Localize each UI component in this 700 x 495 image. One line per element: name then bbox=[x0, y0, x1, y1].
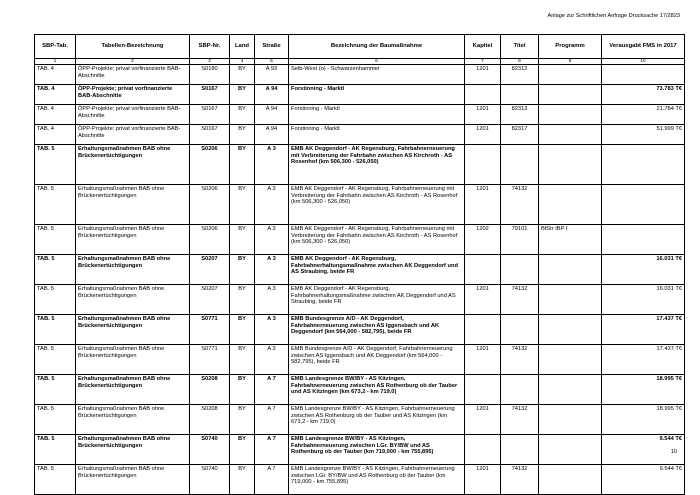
programm-cell bbox=[539, 185, 602, 225]
table-name-cell: Erhaltungsmaßnahmen BAB ohne Brückenertüchtigungen bbox=[76, 375, 190, 405]
table-row bbox=[35, 85, 685, 105]
column-number: 4 bbox=[230, 59, 255, 65]
titel-cell: 79101 bbox=[501, 225, 539, 255]
land-cell: BY bbox=[230, 285, 255, 315]
strasse-cell: A 3 bbox=[255, 185, 289, 225]
programm-cell bbox=[539, 85, 602, 105]
land-cell: BY bbox=[230, 85, 255, 105]
land-cell: BY bbox=[230, 465, 255, 495]
titel-cell: 82317 bbox=[501, 125, 539, 145]
table-name-cell: Erhaltungsmaßnahmen BAB ohne Brückenertüchtigungen bbox=[76, 315, 190, 345]
strasse-cell: A 3 bbox=[255, 145, 289, 185]
column-header: SBP-Nr. bbox=[190, 35, 230, 59]
column-header: Programm bbox=[539, 35, 602, 59]
land-cell: BY bbox=[230, 125, 255, 145]
document-header-note: Anlage zur Schriftlichen Anfrage Drucksache 17/2823 bbox=[547, 13, 680, 19]
column-number: 10 bbox=[602, 59, 685, 65]
measure-cell: EMB Bundesgrenze A/D - AK Deggendorf, Fahrbahnerneuerung zwischen AS Iggensbach und AK Deggendorf (km 564,000 - 582,795), beide FR bbox=[289, 315, 465, 345]
strasse-cell: A 7 bbox=[255, 375, 289, 405]
sbp-tab-cell: TAB. 4 bbox=[35, 125, 76, 145]
table-row bbox=[35, 185, 685, 225]
measure-cell: EMB Landesgrenze BW/BY - AS Kitzingen, Fahrbahnerneuerung zwischen AS Rothenburg ob der Tauber und AS Kitzingen (km 673,2 - km 719,0) bbox=[289, 405, 465, 435]
column-header: Tabellen-Bezeichnung bbox=[76, 35, 190, 59]
amount-cell: 17.437 T€ bbox=[602, 315, 685, 345]
amount-cell: 21.784 T€ bbox=[602, 105, 685, 125]
amount-cell: 18.995 T€ bbox=[602, 405, 685, 435]
titel-cell bbox=[501, 435, 539, 465]
kapitel-cell bbox=[465, 315, 501, 345]
sbp-nr-cell: S0207 bbox=[190, 255, 230, 285]
table-row bbox=[35, 145, 685, 185]
sbp-tab-cell: TAB. 5 bbox=[35, 435, 76, 465]
strasse-cell: A 3 bbox=[255, 315, 289, 345]
titel-cell bbox=[501, 255, 539, 285]
kapitel-cell: 1201 bbox=[465, 125, 501, 145]
column-header: Bezeichnung der Baumaßnahme bbox=[289, 35, 465, 59]
table-row bbox=[35, 465, 685, 495]
table-name-cell: ÖPP-Projekte; privat vorfinanzierte BAB-Abschnitte bbox=[76, 65, 190, 85]
sbp-nr-cell: S0208 bbox=[190, 405, 230, 435]
amount-cell bbox=[602, 185, 685, 225]
column-number: 9 bbox=[539, 59, 602, 65]
sbp-tab-cell: TAB. 5 bbox=[35, 285, 76, 315]
table-row bbox=[35, 285, 685, 315]
table-row bbox=[35, 345, 685, 375]
programm-cell bbox=[539, 405, 602, 435]
strasse-cell: A 3 bbox=[255, 225, 289, 255]
amount-cell: 73.783 T€ bbox=[602, 85, 685, 105]
kapitel-cell bbox=[465, 375, 501, 405]
sbp-tab-cell: TAB. 4 bbox=[35, 65, 76, 85]
programm-cell bbox=[539, 255, 602, 285]
table-row bbox=[35, 405, 685, 435]
titel-cell bbox=[501, 315, 539, 345]
sbp-nr-cell: S0208 bbox=[190, 375, 230, 405]
land-cell: BY bbox=[230, 185, 255, 225]
amount-cell: 9.544 T€ bbox=[602, 465, 685, 495]
column-header: Titel bbox=[501, 35, 539, 59]
programm-cell bbox=[539, 145, 602, 185]
column-header: SBP-Tab. bbox=[35, 35, 76, 59]
column-number: 8 bbox=[501, 59, 539, 65]
kapitel-cell bbox=[465, 435, 501, 465]
programm-cell bbox=[539, 125, 602, 145]
sbp-nr-cell: S0206 bbox=[190, 185, 230, 225]
column-header: Verausgabt FMS in 2017 bbox=[602, 35, 685, 59]
programm-cell bbox=[539, 285, 602, 315]
table-row bbox=[35, 375, 685, 405]
sbp-nr-cell: S0206 bbox=[190, 225, 230, 255]
strasse-cell: A 3 bbox=[255, 285, 289, 315]
sbp-tab-cell: TAB. 4 bbox=[35, 105, 76, 125]
land-cell: BY bbox=[230, 105, 255, 125]
titel-cell: 74132 bbox=[501, 405, 539, 435]
sbp-nr-cell: S0740 bbox=[190, 465, 230, 495]
table-name-cell: Erhaltungsmaßnahmen BAB ohne Brückenertüchtigungen bbox=[76, 405, 190, 435]
programm-cell bbox=[539, 105, 602, 125]
land-cell: BY bbox=[230, 225, 255, 255]
land-cell: BY bbox=[230, 375, 255, 405]
kapitel-cell: 1201 bbox=[465, 105, 501, 125]
kapitel-cell: 1201 bbox=[465, 65, 501, 85]
table-name-cell: ÖPP-Projekte; privat vorfinanzierte BAB-Abschnitte bbox=[76, 85, 190, 105]
titel-cell bbox=[501, 85, 539, 105]
table-name-cell: Erhaltungsmaßnahmen BAB ohne Brückenertüchtigungen bbox=[76, 435, 190, 465]
kapitel-cell bbox=[465, 255, 501, 285]
strasse-cell: A 94 bbox=[255, 125, 289, 145]
sbp-tab-cell: TAB. 5 bbox=[35, 345, 76, 375]
measure-cell: EMB Landesgrenze BW/BY - AS Kitzingen, Fahrbahnerneuerung zwischen LGr. BY/BW und AS Rothenburg ob der Tauber (km 719,000 - km 755,895) bbox=[289, 465, 465, 495]
table-header-row bbox=[35, 35, 685, 59]
amount-cell: 51.999 T€ bbox=[602, 125, 685, 145]
land-cell: BY bbox=[230, 65, 255, 85]
sbp-nr-cell: S0167 bbox=[190, 105, 230, 125]
amount-cell: 16.031 T€ bbox=[602, 285, 685, 315]
strasse-cell: A 7 bbox=[255, 405, 289, 435]
column-number: 6 bbox=[289, 59, 465, 65]
column-number: 3 bbox=[190, 59, 230, 65]
column-header: Straße bbox=[255, 35, 289, 59]
table-name-cell: Erhaltungsmaßnahmen BAB ohne Brückenertüchtigungen bbox=[76, 145, 190, 185]
sbp-nr-cell: S0167 bbox=[190, 125, 230, 145]
amount-cell bbox=[602, 145, 685, 185]
table-name-cell: Erhaltungsmaßnahmen BAB ohne Brückenertüchtigungen bbox=[76, 255, 190, 285]
titel-cell: 74132 bbox=[501, 345, 539, 375]
table-row bbox=[35, 125, 685, 145]
programm-cell bbox=[539, 345, 602, 375]
table-name-cell: Erhaltungsmaßnahmen BAB ohne Brückenertüchtigungen bbox=[76, 285, 190, 315]
sbp-nr-cell: S0771 bbox=[190, 315, 230, 345]
measure-cell: EMB AK Deggendorf - AK Regensburg, Fahrbahnerneuerung mit Verbreiterung der Fahrbahn zwischen AS Kirchroth - AS Rosenhof (km 506,300 - 526,050) bbox=[289, 145, 465, 185]
land-cell: BY bbox=[230, 345, 255, 375]
sbp-nr-cell: S0771 bbox=[190, 345, 230, 375]
titel-cell: 74132 bbox=[501, 465, 539, 495]
measure-cell: Forstinning - Marktl bbox=[289, 125, 465, 145]
strasse-cell: A 94 bbox=[255, 85, 289, 105]
measure-cell: EMB AK Deggendorf - AK Regensburg, Fahrbahnerhaltungsmaßnahme zwischen AK Deggendorf und AS Straubing, beide FR bbox=[289, 255, 465, 285]
titel-cell bbox=[501, 375, 539, 405]
sbp-nr-cell: S0180 bbox=[190, 65, 230, 85]
measure-cell: EMB Landesgrenze BW/BY - AS Kitzingen, Fahrbahnerneuerung zwischen AS Rothenburg ob der Tauber und AS Kitzingen (km 673,2 - km 719,0) bbox=[289, 375, 465, 405]
table-row bbox=[35, 65, 685, 85]
table-row bbox=[35, 225, 685, 255]
programm-cell bbox=[539, 315, 602, 345]
table-name-cell: ÖPP-Projekte; privat vorfinanzierte BAB-Abschnitte bbox=[76, 105, 190, 125]
programm-cell: BfStr IBP I bbox=[539, 225, 602, 255]
strasse-cell: A 3 bbox=[255, 255, 289, 285]
kapitel-cell: 1201 bbox=[465, 185, 501, 225]
kapitel-cell: 1201 bbox=[465, 345, 501, 375]
column-number: 7 bbox=[465, 59, 501, 65]
strasse-cell: A 7 bbox=[255, 435, 289, 465]
titel-cell bbox=[501, 145, 539, 185]
measure-cell: EMB AK Deggendorf - AK Regensburg, Fahrbahnerneuerung mit Verbreiterung der Fahrbahn zwischen AS Kirchroth - AS Rosenhof (km 506,300 - 526,050) bbox=[289, 185, 465, 225]
column-number: 1 bbox=[35, 59, 76, 65]
sbp-nr-cell: S0206 bbox=[190, 145, 230, 185]
land-cell: BY bbox=[230, 315, 255, 345]
land-cell: BY bbox=[230, 435, 255, 465]
table-name-cell: Erhaltungsmaßnahmen BAB ohne Brückenertüchtigungen bbox=[76, 465, 190, 495]
sbp-tab-cell: TAB. 5 bbox=[35, 405, 76, 435]
table-name-cell: ÖPP-Projekte; privat vorfinanzierte BAB-Abschnitte bbox=[76, 125, 190, 145]
programm-cell bbox=[539, 375, 602, 405]
sbp-tab-cell: TAB. 5 bbox=[35, 255, 76, 285]
titel-cell: 74132 bbox=[501, 285, 539, 315]
strasse-cell: A 7 bbox=[255, 465, 289, 495]
measure-cell: EMB Landesgrenze BW/BY - AS Kitzingen, Fahrbahnerneuerung zwischen LGr. BY/BW und AS Rothenburg ob der Tauber (km 719,000 - km 755,895) bbox=[289, 435, 465, 465]
kapitel-cell bbox=[465, 145, 501, 185]
measure-cell: Forstinning - Marktl bbox=[289, 85, 465, 105]
titel-cell: 74132 bbox=[501, 185, 539, 225]
amount-cell: 9.544 T€ bbox=[602, 435, 685, 465]
strasse-cell: A 93 bbox=[255, 65, 289, 85]
kapitel-cell bbox=[465, 85, 501, 105]
column-header: Kapitel bbox=[465, 35, 501, 59]
strasse-cell: A 94 bbox=[255, 105, 289, 125]
measure-cell: EMB AK Deggendorf - AK Regensburg, Fahrbahnerneuerung mit Verbreiterung der Fahrbahn zwischen AS Kirchroth - AS Rosenhof (km 506,300 - 526,050) bbox=[289, 225, 465, 255]
sbp-nr-cell: S0207 bbox=[190, 285, 230, 315]
titel-cell: 82312 bbox=[501, 65, 539, 85]
table-row bbox=[35, 105, 685, 125]
amount-cell: 16.031 T€ bbox=[602, 255, 685, 285]
land-cell: BY bbox=[230, 405, 255, 435]
land-cell: BY bbox=[230, 255, 255, 285]
sbp-tab-cell: TAB. 4 bbox=[35, 85, 76, 105]
table-name-cell: Erhaltungsmaßnahmen BAB ohne Brückenertüchtigungen bbox=[76, 345, 190, 375]
kapitel-cell: 1202 bbox=[465, 225, 501, 255]
budget-table bbox=[34, 34, 685, 495]
amount-cell: 18.995 T€ bbox=[602, 375, 685, 405]
amount-cell bbox=[602, 65, 685, 85]
column-header: Land bbox=[230, 35, 255, 59]
titel-cell: 82313 bbox=[501, 105, 539, 125]
sbp-nr-cell: S0167 bbox=[190, 85, 230, 105]
kapitel-cell: 1201 bbox=[465, 405, 501, 435]
programm-cell bbox=[539, 435, 602, 465]
amount-cell: 17.437 T€ bbox=[602, 345, 685, 375]
table-row bbox=[35, 315, 685, 345]
table-row bbox=[35, 435, 685, 465]
sbp-tab-cell: TAB. 5 bbox=[35, 375, 76, 405]
measure-cell: EMB AK Deggendorf - AK Regensburg, Fahrbahnerhaltungsmaßnahme zwischen AK Deggendorf und AS Straubing, beide FR bbox=[289, 285, 465, 315]
sbp-nr-cell: S0740 bbox=[190, 435, 230, 465]
column-number: 5 bbox=[255, 59, 289, 65]
measure-cell: Selb-West (o) - Schwarzenhammer bbox=[289, 65, 465, 85]
sbp-tab-cell: TAB. 5 bbox=[35, 145, 76, 185]
programm-cell bbox=[539, 465, 602, 495]
measure-cell: Forstinning - Marktl bbox=[289, 105, 465, 125]
kapitel-cell: 1201 bbox=[465, 285, 501, 315]
sbp-tab-cell: TAB. 5 bbox=[35, 465, 76, 495]
table-name-cell: Erhaltungsmaßnahmen BAB ohne Brückenertüchtigungen bbox=[76, 185, 190, 225]
land-cell: BY bbox=[230, 145, 255, 185]
strasse-cell: A 3 bbox=[255, 345, 289, 375]
table-row bbox=[35, 255, 685, 285]
table-name-cell: Erhaltungsmaßnahmen BAB ohne Brückenertüchtigungen bbox=[76, 225, 190, 255]
sbp-tab-cell: TAB. 5 bbox=[35, 315, 76, 345]
kapitel-cell: 1201 bbox=[465, 465, 501, 495]
programm-cell bbox=[539, 65, 602, 85]
sbp-tab-cell: TAB. 5 bbox=[35, 225, 76, 255]
amount-cell bbox=[602, 225, 685, 255]
column-number: 2 bbox=[76, 59, 190, 65]
sbp-tab-cell: TAB. 5 bbox=[35, 185, 76, 225]
measure-cell: EMB Bundesgrenze A/D - AK Deggendorf, Fahrbahnerneuerung zwischen AS Iggensbach und AK Deggendorf (km 564,000 - 582,795), beide FR bbox=[289, 345, 465, 375]
page-number: 10 bbox=[670, 449, 677, 455]
